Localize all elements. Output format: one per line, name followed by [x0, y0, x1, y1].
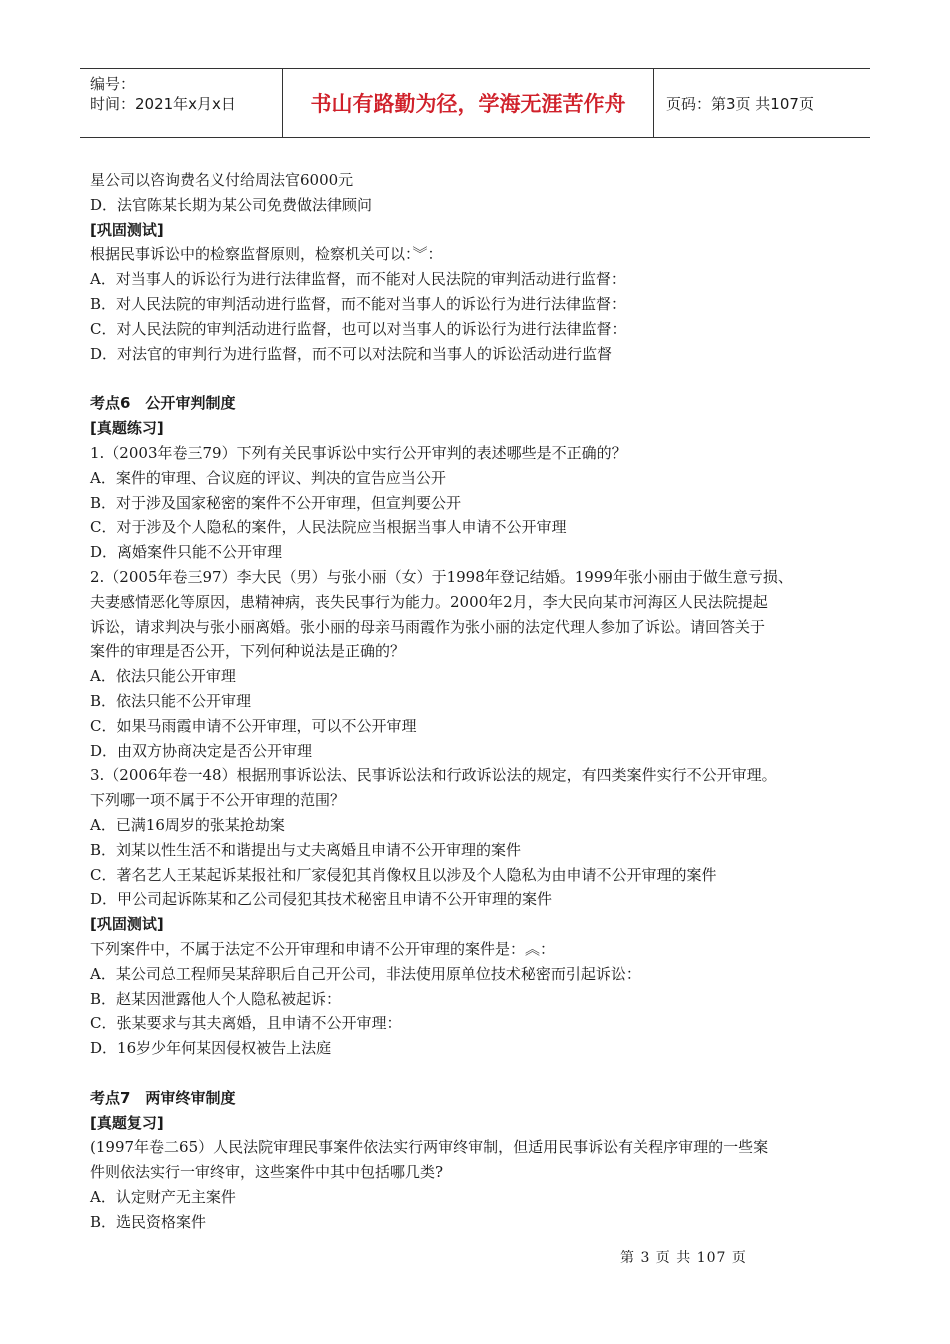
- question-text: 2.（2005年卷三97）李大民（男）与张小丽（女）于1998年登记结婚。1999年张小丽由于做生意亏损、: [90, 567, 793, 586]
- question-text: 根据民事诉讼中的检察监督原则，检察机关可以：︾：: [90, 245, 443, 264]
- header-page-info: 页码：第3页 共107页: [666, 94, 814, 113]
- option-a: A．已满16周岁的张某抢劫案: [90, 815, 285, 834]
- question-text: 诉讼，请求判决与张小丽离婚。张小丽的母亲马雨霞作为张小丽的法定代理人参加了诉讼。请回答关于: [90, 617, 766, 636]
- option-b: B．对于涉及国家秘密的案件不公开审理，但宣判要公开: [90, 493, 462, 512]
- question-text: 1.（2003年卷三79）下列有关民事诉讼中实行公开审判的表述哪些是不正确的？: [90, 443, 627, 462]
- question-text: 下列案件中，不属于法定不公开审理和申请不公开审理的案件是：︽：: [90, 939, 556, 958]
- section-label: [巩固测试]: [90, 220, 164, 239]
- option-a: A．对当事人的诉讼行为进行法律监督，而不能对人民法院的审判活动进行监督：: [90, 270, 626, 289]
- question-text: (1997年卷二65）人民法院审理民事案件依法实行两审终审制，但适用民事诉讼有关程序审理的一些案: [90, 1138, 769, 1157]
- option-d: D．法官陈某长期为某公司免费做法律顾问: [90, 195, 373, 214]
- option-a: A．案件的审理、合议庭的评议、判决的宣告应当公开: [90, 468, 446, 487]
- option-c: C．张某要求与其夫离婚，且申请不公开审理：: [90, 1014, 402, 1033]
- option-c: C．对人民法院的审判活动进行监督，也可以对当事人的诉讼行为进行法律监督：: [90, 319, 627, 338]
- section-heading: 考点7 两审终审制度: [90, 1088, 236, 1107]
- section-heading: 考点6 公开审判制度: [90, 394, 236, 413]
- page-header: [80, 68, 870, 138]
- option-d: D．甲公司起诉陈某和乙公司侵犯其技术秘密且申请不公开审理的案件: [90, 890, 553, 909]
- section-label: [真题复习]: [90, 1113, 164, 1132]
- number-label: 编号：: [90, 75, 136, 93]
- option-b: B．赵某因泄露他人个人隐私被起诉：: [90, 989, 342, 1008]
- question-text: 件则依法实行一审终审，这些案件中其中包括哪几类?: [90, 1163, 444, 1182]
- option-b: B．依法只能不公开审理: [90, 691, 252, 710]
- question-text: 案件的审理是否公开，下列何种说法是正确的？: [90, 642, 406, 661]
- question-text: 下列哪一项不属于不公开审理的范围？: [90, 791, 346, 810]
- option-b: B．对人民法院的审判活动进行监督，而不能对当事人的诉讼行为进行法律监督：: [90, 294, 627, 313]
- option-a: A．某公司总工程师吴某辞职后自己开公司，非法使用原单位技术秘密而引起诉讼：: [90, 964, 641, 983]
- option-d: D．由双方协商决定是否公开审理: [90, 741, 313, 760]
- document-body: [90, 168, 875, 1235]
- option-b: B．选民资格案件: [90, 1212, 207, 1231]
- option-a: A．依法只能公开审理: [90, 667, 236, 686]
- option-c: C．如果马雨霞申请不公开审理，可以不公开审理: [90, 716, 417, 735]
- option-d: D．对法官的审判行为进行监督，而不可以对法院和当事人的诉讼活动进行监督: [90, 344, 613, 363]
- section-label: [真题练习]: [90, 419, 164, 438]
- option-d: D．离婚案件只能不公开审理: [90, 543, 283, 562]
- page-footer: 第 3 页 共 107 页: [620, 1250, 747, 1266]
- option-c: C．著名艺人王某起诉某报社和厂家侵犯其肖像权且以涉及个人隐私为由申请不公开审理的案件: [90, 865, 717, 884]
- date-label: 时间：2021年x月x日: [90, 95, 236, 113]
- section-label: [巩固测试]: [90, 915, 164, 934]
- option-d: D．16岁少年何某因侵权被告上法庭: [90, 1039, 332, 1058]
- option-c: C．对于涉及个人隐私的案件，人民法院应当根据当事人申请不公开审理: [90, 518, 567, 537]
- option-a: A．认定财产无主案件: [90, 1188, 236, 1207]
- question-text: 3.（2006年卷一48）根据刑事诉讼法、民事诉讼法和行政诉讼法的规定，有四类案件实行不公开审理。: [90, 766, 777, 785]
- header-meta: [80, 69, 282, 137]
- question-text: 夫妻感情恶化等原因，患精神病，丧失民事行为能力。2000年2月，李大民向某市河海区人民法院提起: [90, 592, 768, 611]
- header-motto: 书山有路勤为径，学海无涯苦作舟: [282, 69, 654, 137]
- option-b: B．刘某以性生活不和谐提出与丈夫离婚且申请不公开审理的案件: [90, 840, 522, 859]
- text-line: 星公司以咨询费名义付给周法官6000元: [90, 171, 354, 189]
